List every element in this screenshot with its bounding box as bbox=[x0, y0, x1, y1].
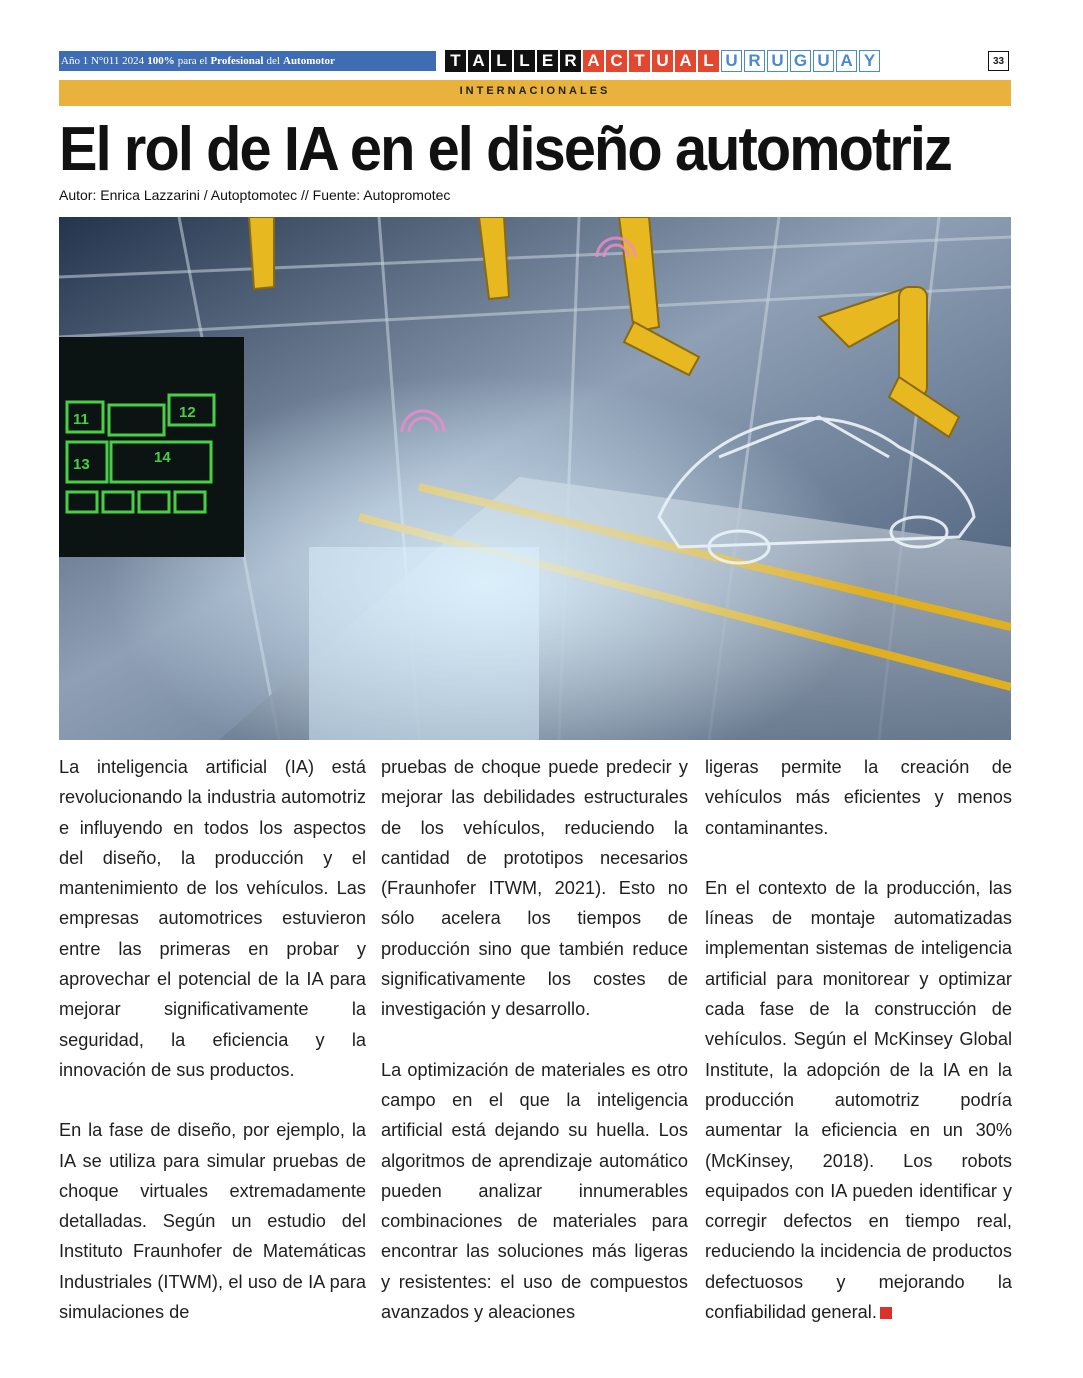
section-bar bbox=[59, 80, 1011, 106]
issue-meta: Año 1 N°011 2024 bbox=[61, 55, 145, 67]
logo-letter: L bbox=[514, 50, 535, 72]
logo-letter: L bbox=[698, 50, 719, 72]
logo-letter: U bbox=[813, 50, 834, 72]
overlay-label: 11 bbox=[73, 411, 89, 428]
article-title: El rol de IA en el diseño automotriz bbox=[59, 115, 952, 184]
logo-letter: R bbox=[744, 50, 765, 72]
hero-image bbox=[59, 217, 1011, 740]
issue-info-bar bbox=[59, 51, 436, 71]
publication-logo bbox=[445, 50, 880, 74]
section-label: INTERNACIONALES bbox=[459, 85, 611, 97]
paragraph-final bbox=[705, 873, 1012, 1327]
logo-letter: R bbox=[560, 50, 581, 72]
logo-letter: U bbox=[652, 50, 673, 72]
overlay-label: 12 bbox=[179, 404, 196, 421]
logo-letter: E bbox=[537, 50, 558, 72]
logo-letter: T bbox=[445, 50, 466, 72]
logo-letter: A bbox=[675, 50, 696, 72]
paragraph: ligeras permite la creación de vehículos más eficientes y menos contaminantes. bbox=[705, 757, 1012, 838]
article-column-2 bbox=[381, 752, 688, 1327]
overlay-label: 14 bbox=[154, 449, 171, 466]
paragraph-text: En el contexto de la producción, las líneas de montaje automatizadas implementan sistemas de inteligencia artificial para monitorear y optimizar cada fase de la construcción de vehículos. Según el McKinsey Global Institute, la adopción de la IA en la producción automotriz podría aumentar la eficiencia en un 30% (McKinsey, 2018). Los robots equipados con IA pueden identificar y corregir defectos en tiempo real, reduciendo la incidencia de productos defectuosos y mejorando la confiabilidad general. bbox=[705, 877, 1012, 1323]
end-of-article-mark bbox=[880, 1307, 892, 1319]
logo-letter: A bbox=[583, 50, 604, 72]
article-column-1 bbox=[59, 752, 366, 1327]
logo-letter: U bbox=[767, 50, 788, 72]
paragraph: En la fase de diseño, por ejemplo, la IA se utiliza para simular pruebas de choque virtuales extremadamente detalladas. Según un estudio del Instituto Fraunhofer de Matemáticas Industriales (ITWM), el uso de IA para simulaciones de bbox=[59, 1120, 366, 1323]
page-number: 33 bbox=[988, 51, 1009, 71]
logo-letter: A bbox=[836, 50, 857, 72]
overlay-label: 13 bbox=[73, 456, 90, 473]
paragraph: La inteligencia artificial (IA) está revolucionando la industria automotriz e influyendo en todos los aspectos del diseño, la producción y el mantenimiento de los vehículos. Las empresas automotrices estuvieron entre las primeras en probar y aprovechar el potencial de la IA para mejorar significativamente la seguridad, la eficiencia y la innovación de sus productos. bbox=[59, 757, 366, 1080]
logo-letter: T bbox=[629, 50, 650, 72]
logo-letter: C bbox=[606, 50, 627, 72]
article-byline: Autor: Enrica Lazzarini / Autoptomotec // Fuente: Autopromotec bbox=[59, 187, 451, 203]
paragraph: La optimización de materiales es otro campo en el que la inteligencia artificial está dejando su huella. Los algoritmos de aprendizaje automático pueden analizar innumerables combinaciones de materiales para encontrar las soluciones más ligeras y resistentes: el uso de compuestos avanzados y aleaciones bbox=[381, 1059, 688, 1323]
tagline-percent: 100% bbox=[147, 55, 175, 67]
logo-letter: A bbox=[468, 50, 489, 72]
tagline-del: del bbox=[266, 55, 280, 67]
tagline-profesional: Profesional bbox=[210, 55, 264, 67]
logo-letter: L bbox=[491, 50, 512, 72]
tagline-para: para el bbox=[177, 55, 208, 67]
paragraph: pruebas de choque puede predecir y mejorar las debilidades estructurales de los vehículos, reduciendo la cantidad de prototipos necesarios (Fraunhofer ITWM, 2021). Esto no sólo acelera los tiempos de producción sino que también reduce significativamente los costes de investigación y desarrollo. bbox=[381, 757, 688, 1020]
logo-letter: G bbox=[790, 50, 811, 72]
logo-letter: Y bbox=[859, 50, 880, 72]
article-column-3 bbox=[705, 752, 1012, 1327]
logo-letter: U bbox=[721, 50, 742, 72]
tagline-automotor: Automotor bbox=[283, 55, 335, 67]
